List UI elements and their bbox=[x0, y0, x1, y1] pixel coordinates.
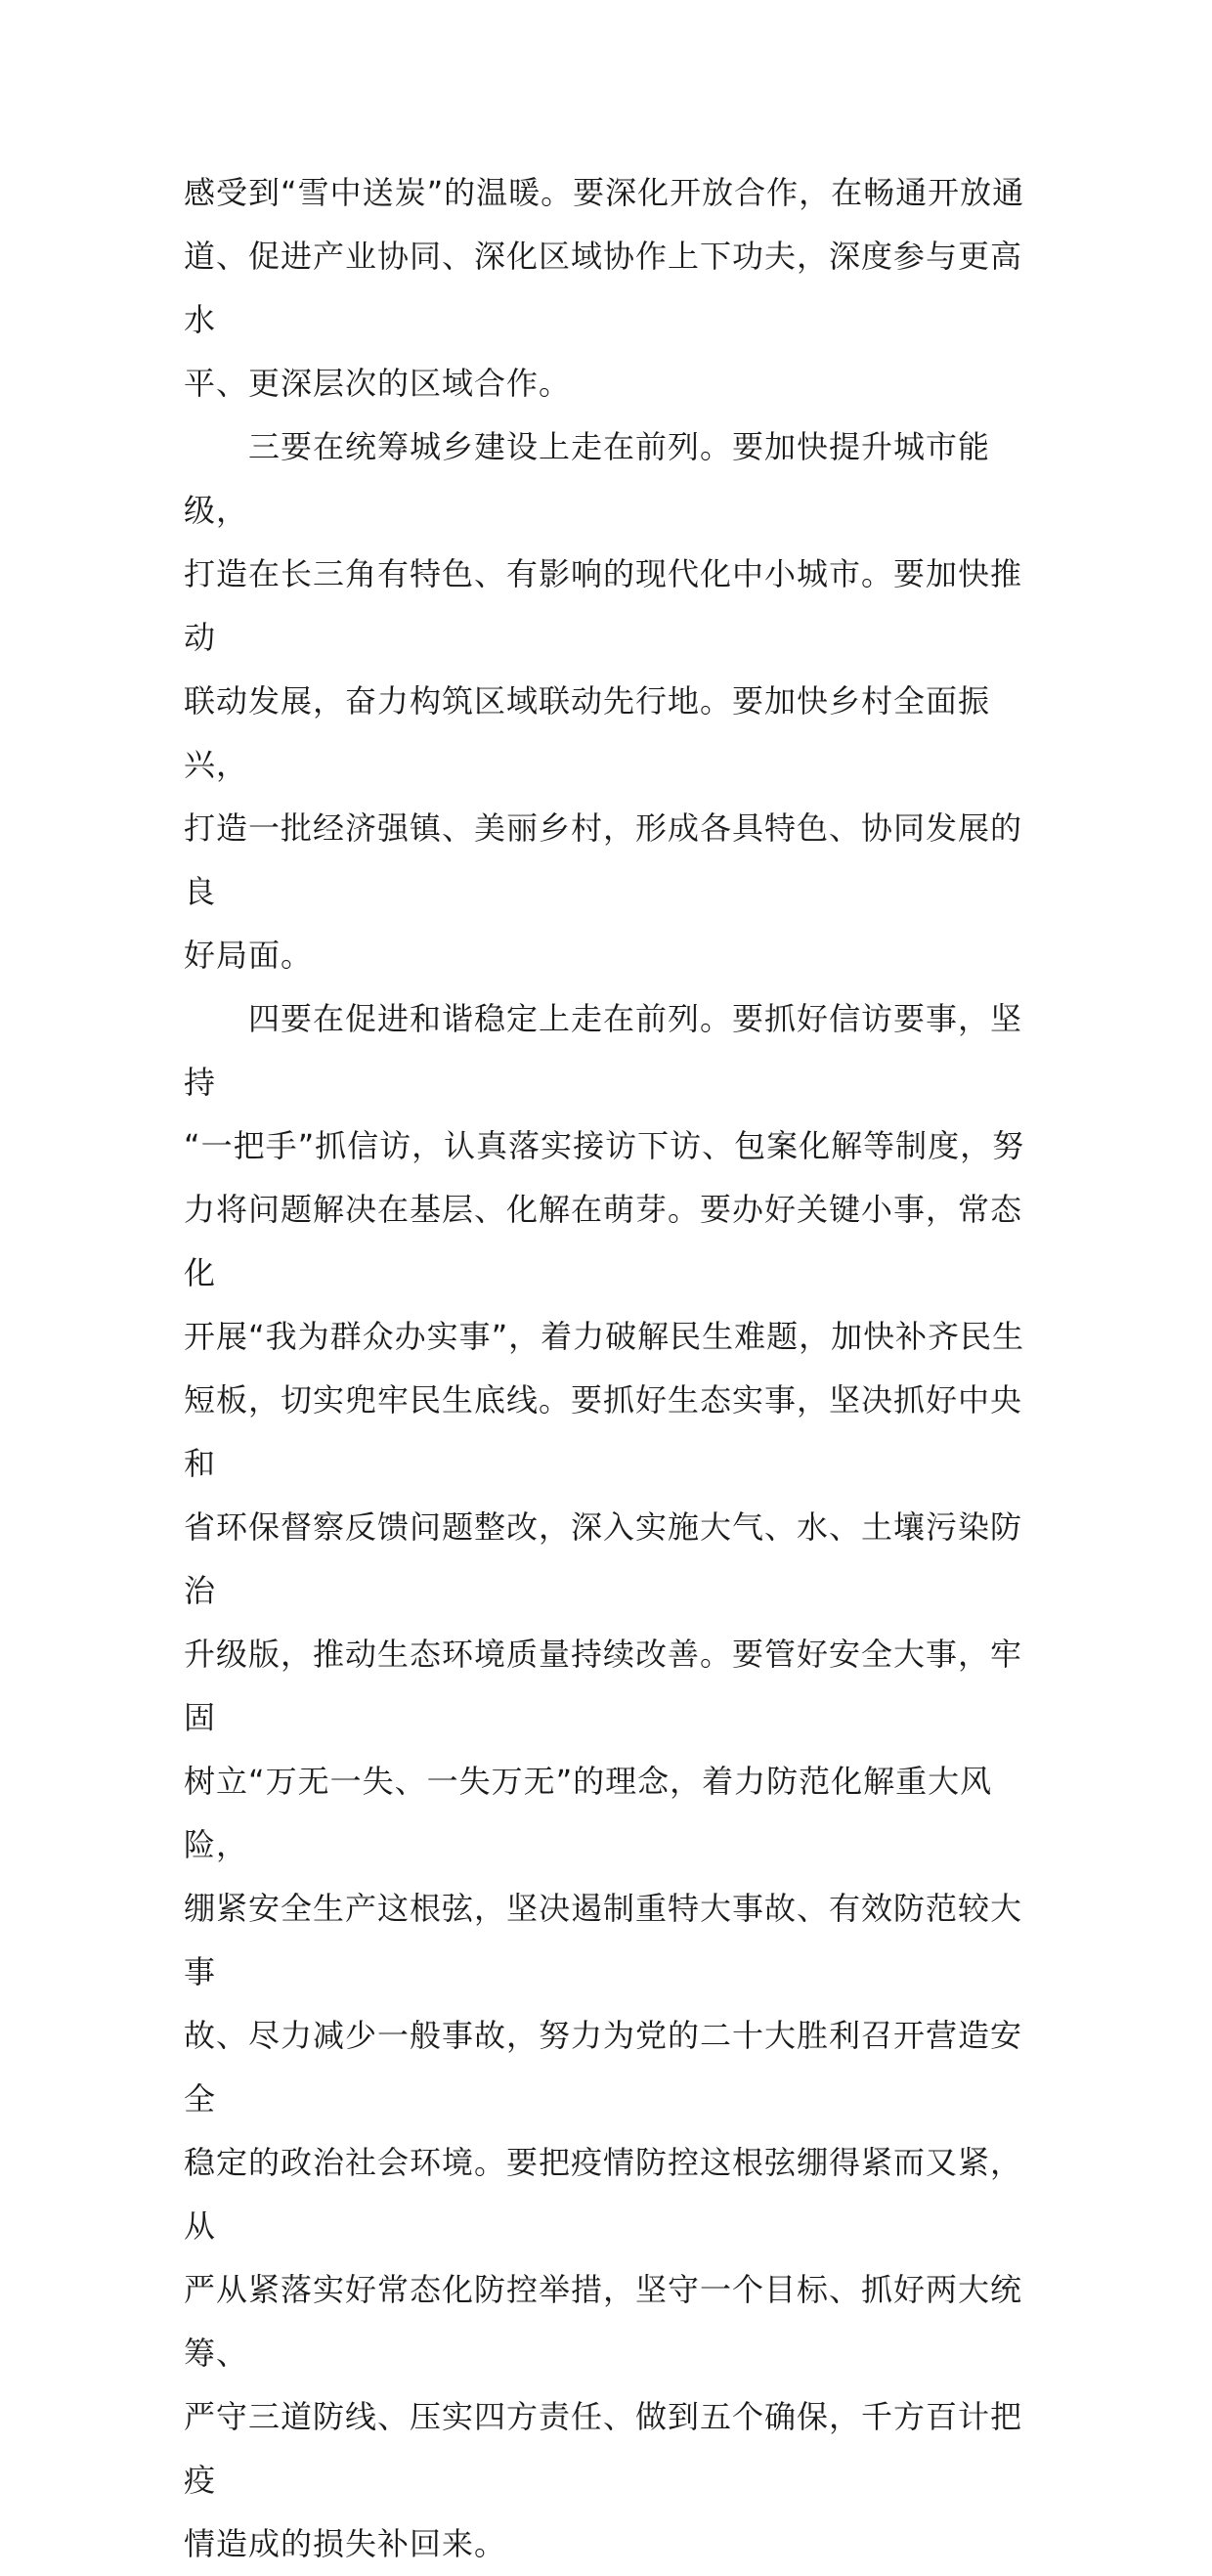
document-body bbox=[184, 161, 1044, 2576]
paragraph-continued-open-cooperation: 感受到“雪中送炭”的温暖。要深化开放合作，在畅通开放通 道、促进产业协同、深化区域协作上下功夫，深度参与更高水 平、更深层次的区域合作。 bbox=[184, 174, 1025, 402]
paragraph-harmony-stability: 四要在促进和谐稳定上走在前列。要抓好信访要事，坚持 “一把手”抓信访，认真落实接访下访、包案化解等制度，努 力将问题解决在基层、化解在萌芽。要办好关键小事，常态化 开展“我为群众办实事”，着力破解民生难题，加快补齐民生 短板，切实兜牢民生底线。要抓好生态实事，坚决抓好中央和 省环保督察反馈问题整改，深入实施大气、水、土壤污染防治 升级版，推动生态环境质量持续改善。要管好安全大事，牢固 树立“万无一失、一失万无”的理念，着力防范化解重大风险， 绷紧安全生产这根弦，坚决遏制重特大事故、有效防范较大事 故、尽力减少一般事故，努力为党的二十大胜利召开营造安全 稳定的政治社会环境。要把疫情防控这根弦绷得紧而又紧，从 严从紧落实好常态化防控举措，坚守一个目标、抓好两大统筹、 严守三道防线、压实四方责任、做到五个确保，千方百计把疫 情造成的损失补回来。 bbox=[184, 1000, 1025, 2562]
paragraph-urban-rural-construction: 三要在统筹城乡建设上走在前列。要加快提升城市能级， 打造在长三角有特色、有影响的现代化中小城市。要加快推动 联动发展，奋力构筑区域联动先行地。要加快乡村全面振兴， 打造一批经济强镇、美丽乡村，形成各具特色、协同发展的良 好局面。 bbox=[184, 428, 1023, 974]
